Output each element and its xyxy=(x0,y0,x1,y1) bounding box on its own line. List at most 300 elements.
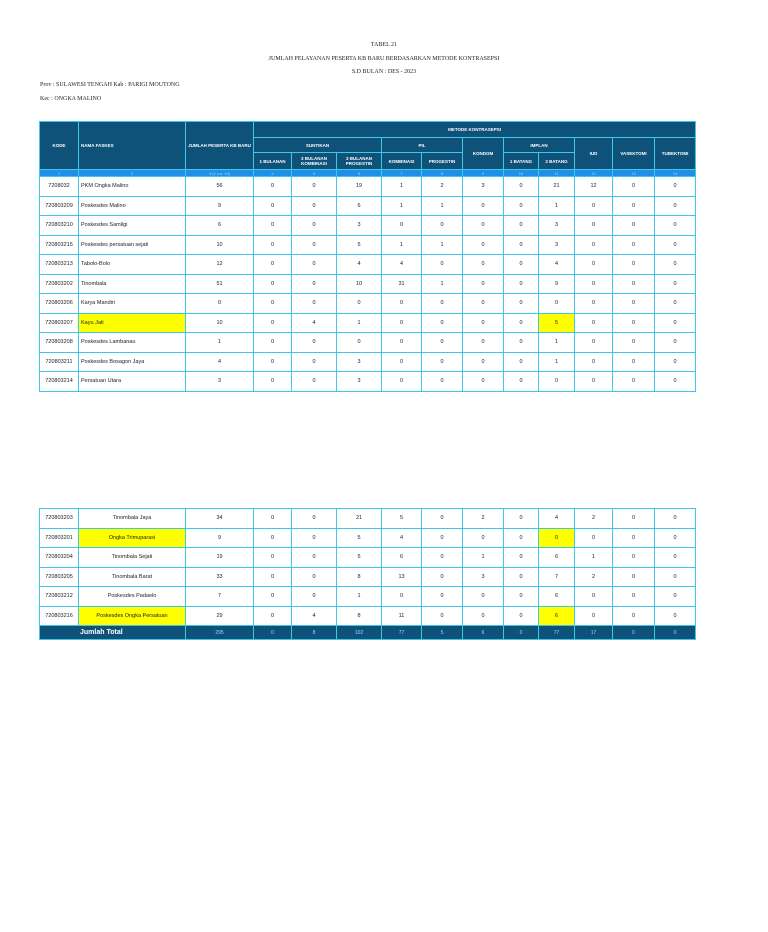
value-cell: 0 xyxy=(504,509,539,529)
value-cell: 0 xyxy=(613,177,655,197)
value-cell: 7 xyxy=(539,567,575,587)
value-cell: 0 xyxy=(292,255,337,275)
value-cell: 0 xyxy=(292,294,337,314)
value-cell: 11 xyxy=(382,606,422,626)
value-cell: 2 xyxy=(463,509,504,529)
value-cell: 0 xyxy=(575,294,613,314)
value-cell: 0 xyxy=(254,274,292,294)
value-cell: 0 xyxy=(613,587,655,607)
value-cell: 0 xyxy=(539,528,575,548)
value-cell: 0 xyxy=(504,587,539,607)
value-cell: 0 xyxy=(463,196,504,216)
faskes-name-cell: Poskesdes Ongka Persatuan xyxy=(79,606,186,626)
total-peserta-cell: 4 xyxy=(186,352,254,372)
kode-cell: 720803209 xyxy=(40,196,79,216)
value-cell: 0 xyxy=(504,196,539,216)
contraception-table-part2 xyxy=(39,508,696,640)
faskes-name-cell: Tinombala xyxy=(79,274,186,294)
value-cell: 8 xyxy=(337,567,382,587)
value-cell: 4 xyxy=(382,255,422,275)
value-cell: 0 xyxy=(655,606,696,626)
value-cell: 0 xyxy=(292,216,337,236)
value-cell: 0 xyxy=(504,352,539,372)
value-cell: 0 xyxy=(613,313,655,333)
value-cell: 0 xyxy=(254,255,292,275)
faskes-name-cell: Kayu Jati xyxy=(79,313,186,333)
total-value-cell: 295 xyxy=(186,626,254,640)
value-cell: 0 xyxy=(254,333,292,353)
value-cell: 0 xyxy=(504,606,539,626)
table-row xyxy=(40,548,696,568)
value-cell: 3 xyxy=(463,567,504,587)
value-cell: 1 xyxy=(337,587,382,607)
value-cell: 0 xyxy=(539,294,575,314)
value-cell: 6 xyxy=(539,606,575,626)
value-cell: 4 xyxy=(539,255,575,275)
value-cell: 0 xyxy=(613,333,655,353)
faskes-name-cell: Tinombala Barat xyxy=(79,567,186,587)
header-vasektomi: VASEKTOMI xyxy=(613,138,655,170)
value-cell: 0 xyxy=(655,333,696,353)
header-metode: METODE KONTRASEPSI xyxy=(254,122,696,138)
value-cell: 0 xyxy=(254,235,292,255)
value-cell: 0 xyxy=(655,352,696,372)
value-cell: 0 xyxy=(422,606,463,626)
value-cell: 0 xyxy=(422,372,463,392)
value-cell: 1 xyxy=(539,352,575,372)
value-cell: 0 xyxy=(613,255,655,275)
faskes-name-cell: Ongka Trimuparasi xyxy=(79,528,186,548)
header-pil-progestin: PROGESTIN xyxy=(422,153,463,170)
table-row xyxy=(40,313,696,333)
kode-cell: 720803201 xyxy=(40,528,79,548)
table-row xyxy=(40,294,696,314)
total-peserta-cell: 10 xyxy=(186,313,254,333)
value-cell: 0 xyxy=(504,528,539,548)
value-cell: 0 xyxy=(504,216,539,236)
value-cell: 4 xyxy=(292,606,337,626)
total-peserta-cell: 29 xyxy=(186,606,254,626)
value-cell: 0 xyxy=(613,372,655,392)
value-cell: 0 xyxy=(613,548,655,568)
value-cell: 5 xyxy=(337,235,382,255)
value-cell: 0 xyxy=(422,509,463,529)
header-pil-kombinasi: KOMBINASI xyxy=(382,153,422,170)
value-cell: 0 xyxy=(422,255,463,275)
value-cell: 0 xyxy=(463,528,504,548)
total-peserta-cell: 0 xyxy=(186,294,254,314)
value-cell: 0 xyxy=(254,352,292,372)
table-row xyxy=(40,509,696,529)
total-value-cell: 6 xyxy=(463,626,504,640)
column-number: 4 xyxy=(254,170,292,177)
value-cell: 0 xyxy=(613,509,655,529)
total-peserta-cell: 34 xyxy=(186,509,254,529)
value-cell: 0 xyxy=(504,255,539,275)
value-cell: 1 xyxy=(422,196,463,216)
value-cell: 0 xyxy=(254,548,292,568)
column-number: 8 xyxy=(422,170,463,177)
value-cell: 0 xyxy=(463,255,504,275)
kode-cell: 720803216 xyxy=(40,606,79,626)
value-cell: 10 xyxy=(337,274,382,294)
value-cell: 0 xyxy=(422,528,463,548)
table-row xyxy=(40,274,696,294)
value-cell: 1 xyxy=(382,235,422,255)
value-cell: 0 xyxy=(382,294,422,314)
kode-cell: 720803206 xyxy=(40,294,79,314)
value-cell: 0 xyxy=(575,255,613,275)
total-peserta-cell: 19 xyxy=(186,548,254,568)
value-cell: 0 xyxy=(463,352,504,372)
value-cell: 0 xyxy=(422,352,463,372)
value-cell: 0 xyxy=(655,548,696,568)
value-cell: 0 xyxy=(504,567,539,587)
value-cell: 2 xyxy=(575,567,613,587)
value-cell: 0 xyxy=(575,352,613,372)
total-value-cell: 77 xyxy=(382,626,422,640)
value-cell: 31 xyxy=(382,274,422,294)
value-cell: 0 xyxy=(422,333,463,353)
column-number: 3 (4 s.d. 14) xyxy=(186,170,254,177)
value-cell: 0 xyxy=(575,196,613,216)
total-value-cell: 77 xyxy=(539,626,575,640)
value-cell: 3 xyxy=(463,177,504,197)
column-number: 6 xyxy=(337,170,382,177)
header-kode: KODE xyxy=(40,122,79,170)
kode-cell: 720803210 xyxy=(40,216,79,236)
faskes-name-cell: Tinombala Sejati xyxy=(79,548,186,568)
value-cell: 0 xyxy=(463,333,504,353)
header-suntikan: SUNTIKAN xyxy=(254,138,382,153)
total-peserta-cell: 7 xyxy=(186,587,254,607)
table-row xyxy=(40,333,696,353)
value-cell: 0 xyxy=(422,567,463,587)
value-cell: 0 xyxy=(575,216,613,236)
value-cell: 1 xyxy=(382,196,422,216)
page-title: JUMLAH PELAYANAN PESERTA KB BARU BERDASARKAN METODE KONTRASEPSI xyxy=(268,56,500,62)
value-cell: 0 xyxy=(254,196,292,216)
value-cell: 0 xyxy=(337,333,382,353)
value-cell: 0 xyxy=(613,274,655,294)
value-cell: 0 xyxy=(292,177,337,197)
table-row xyxy=(40,528,696,548)
total-peserta-cell: 9 xyxy=(186,528,254,548)
value-cell: 0 xyxy=(504,294,539,314)
value-cell: 3 xyxy=(337,216,382,236)
value-cell: 0 xyxy=(254,216,292,236)
value-cell: 0 xyxy=(292,235,337,255)
value-cell: 0 xyxy=(655,177,696,197)
kode-cell: 720803203 xyxy=(40,509,79,529)
value-cell: 0 xyxy=(504,177,539,197)
value-cell: 0 xyxy=(613,196,655,216)
value-cell: 0 xyxy=(613,352,655,372)
value-cell: 0 xyxy=(292,333,337,353)
value-cell: 0 xyxy=(422,548,463,568)
value-cell: 8 xyxy=(337,606,382,626)
value-cell: 0 xyxy=(655,528,696,548)
faskes-name-cell: Tinombala Jaya xyxy=(79,509,186,529)
column-number: 13 xyxy=(613,170,655,177)
value-cell: 0 xyxy=(254,528,292,548)
kode-cell: 7208032 xyxy=(40,177,79,197)
faskes-name-cell: Poskesdes Malino xyxy=(79,196,186,216)
value-cell: 0 xyxy=(292,567,337,587)
kode-cell: 720803212 xyxy=(40,587,79,607)
value-cell: 0 xyxy=(463,294,504,314)
value-cell: 0 xyxy=(613,606,655,626)
value-cell: 21 xyxy=(337,509,382,529)
total-value-cell: 102 xyxy=(337,626,382,640)
value-cell: 0 xyxy=(575,528,613,548)
value-cell: 0 xyxy=(382,333,422,353)
value-cell: 0 xyxy=(292,587,337,607)
table-row xyxy=(40,196,696,216)
value-cell: 0 xyxy=(254,606,292,626)
value-cell: 0 xyxy=(422,313,463,333)
kode-cell: 720803204 xyxy=(40,548,79,568)
total-value-cell: 0 xyxy=(655,626,696,640)
header-kondom: KONDOM xyxy=(463,138,504,170)
value-cell: 5 xyxy=(337,528,382,548)
value-cell: 0 xyxy=(254,372,292,392)
table-row xyxy=(40,372,696,392)
value-cell: 0 xyxy=(254,567,292,587)
column-number: 2 xyxy=(79,170,186,177)
table-row xyxy=(40,587,696,607)
value-cell: 0 xyxy=(422,587,463,607)
value-cell: 0 xyxy=(292,352,337,372)
total-value-cell: 8 xyxy=(292,626,337,640)
header-suntikan-1-bulanan: 1 BULANAN xyxy=(254,153,292,170)
value-cell: 1 xyxy=(382,177,422,197)
value-cell: 0 xyxy=(382,587,422,607)
value-cell: 0 xyxy=(382,313,422,333)
period-label: S.D BULAN : DES - 2023 xyxy=(351,69,417,75)
value-cell: 0 xyxy=(655,313,696,333)
value-cell: 0 xyxy=(292,528,337,548)
value-cell: 0 xyxy=(254,509,292,529)
value-cell: 1 xyxy=(463,548,504,568)
value-cell: 1 xyxy=(422,235,463,255)
total-peserta-cell: 51 xyxy=(186,274,254,294)
value-cell: 0 xyxy=(504,548,539,568)
value-cell: 4 xyxy=(337,255,382,275)
value-cell: 12 xyxy=(575,177,613,197)
value-cell: 6 xyxy=(539,548,575,568)
value-cell: 0 xyxy=(655,372,696,392)
total-value-cell: 5 xyxy=(422,626,463,640)
table-row xyxy=(40,177,696,197)
value-cell: 0 xyxy=(655,274,696,294)
value-cell: 2 xyxy=(422,177,463,197)
value-cell: 0 xyxy=(504,333,539,353)
value-cell: 0 xyxy=(613,294,655,314)
value-cell: 1 xyxy=(539,196,575,216)
total-value-cell: 0 xyxy=(504,626,539,640)
value-cell: 0 xyxy=(382,372,422,392)
value-cell: 0 xyxy=(655,216,696,236)
value-cell: 1 xyxy=(575,548,613,568)
total-peserta-cell: 6 xyxy=(186,216,254,236)
value-cell: 0 xyxy=(539,372,575,392)
value-cell: 0 xyxy=(613,235,655,255)
table-row xyxy=(40,216,696,236)
faskes-name-cell: PKM Ongka Malino xyxy=(79,177,186,197)
value-cell: 0 xyxy=(575,606,613,626)
value-cell: 0 xyxy=(504,274,539,294)
total-value-cell: 0 xyxy=(613,626,655,640)
value-cell: 1 xyxy=(422,274,463,294)
value-cell: 0 xyxy=(463,216,504,236)
value-cell: 6 xyxy=(382,548,422,568)
column-number: 12 xyxy=(575,170,613,177)
value-cell: 0 xyxy=(463,274,504,294)
value-cell: 0 xyxy=(463,313,504,333)
table-row xyxy=(40,567,696,587)
faskes-name-cell: Poskesdes Bosagon Jaya xyxy=(79,352,186,372)
district-label: Kec : ONGKA MALINO xyxy=(40,96,102,102)
value-cell: 0 xyxy=(382,216,422,236)
faskes-name-cell: Poskesdes Samligi xyxy=(79,216,186,236)
value-cell: 0 xyxy=(575,333,613,353)
value-cell: 0 xyxy=(504,235,539,255)
table-row xyxy=(40,606,696,626)
value-cell: 0 xyxy=(613,528,655,548)
value-cell: 0 xyxy=(655,235,696,255)
value-cell: 0 xyxy=(463,235,504,255)
total-peserta-cell: 33 xyxy=(186,567,254,587)
value-cell: 0 xyxy=(254,177,292,197)
value-cell: 0 xyxy=(575,235,613,255)
value-cell: 4 xyxy=(382,528,422,548)
kode-cell: 720803213 xyxy=(40,255,79,275)
value-cell: 3 xyxy=(539,235,575,255)
value-cell: 0 xyxy=(292,548,337,568)
kode-cell: 720803207 xyxy=(40,313,79,333)
faskes-name-cell: Poskesdes Lambanau xyxy=(79,333,186,353)
value-cell: 0 xyxy=(337,294,382,314)
value-cell: 4 xyxy=(539,509,575,529)
value-cell: 0 xyxy=(575,313,613,333)
column-number: 11 xyxy=(539,170,575,177)
value-cell: 0 xyxy=(504,313,539,333)
value-cell: 2 xyxy=(575,509,613,529)
value-cell: 0 xyxy=(575,587,613,607)
kode-cell: 720803202 xyxy=(40,274,79,294)
header-implan-1-batang: 1 BATANG xyxy=(504,153,539,170)
faskes-name-cell: Persatuan Utara xyxy=(79,372,186,392)
value-cell: 0 xyxy=(655,294,696,314)
kode-cell: 720803211 xyxy=(40,352,79,372)
value-cell: 0 xyxy=(655,255,696,275)
column-number: 10 xyxy=(504,170,539,177)
total-value-cell: 17 xyxy=(575,626,613,640)
value-cell: 5 xyxy=(337,548,382,568)
value-cell: 0 xyxy=(422,216,463,236)
value-cell: 0 xyxy=(382,352,422,372)
value-cell: 5 xyxy=(382,509,422,529)
value-cell: 0 xyxy=(463,587,504,607)
header-suntikan-3-bulanan-kombinasi: 3 BULANAN KOMBINASI xyxy=(292,153,337,170)
value-cell: 9 xyxy=(539,274,575,294)
total-peserta-cell: 12 xyxy=(186,255,254,275)
column-number: 5 xyxy=(292,170,337,177)
total-row xyxy=(40,626,696,640)
value-cell: 0 xyxy=(463,372,504,392)
total-peserta-cell: 1 xyxy=(186,333,254,353)
faskes-name-cell: Poskesdes Padaelo xyxy=(79,587,186,607)
value-cell: 6 xyxy=(337,196,382,216)
kode-cell: 720803205 xyxy=(40,567,79,587)
total-peserta-cell: 10 xyxy=(186,235,254,255)
column-number: 7 xyxy=(382,170,422,177)
faskes-name-cell: Poskesdes persatuan sejati xyxy=(79,235,186,255)
header-nama-faskes: NAMA FASKES xyxy=(79,122,186,170)
column-number: 1 xyxy=(40,170,79,177)
value-cell: 0 xyxy=(292,196,337,216)
value-cell: 0 xyxy=(575,372,613,392)
value-cell: 0 xyxy=(655,587,696,607)
header-tubektomi: TUBEKTOMI xyxy=(655,138,696,170)
column-number: 9 xyxy=(463,170,504,177)
total-peserta-cell: 9 xyxy=(186,196,254,216)
value-cell: 13 xyxy=(382,567,422,587)
total-label: Jumlah Total xyxy=(40,626,186,640)
value-cell: 5 xyxy=(539,313,575,333)
value-cell: 0 xyxy=(655,509,696,529)
table-row xyxy=(40,255,696,275)
table-row xyxy=(40,352,696,372)
header-iud: IUD xyxy=(575,138,613,170)
value-cell: 21 xyxy=(539,177,575,197)
value-cell: 0 xyxy=(422,294,463,314)
faskes-name-cell: Karya Mandiri xyxy=(79,294,186,314)
value-cell: 0 xyxy=(292,509,337,529)
value-cell: 0 xyxy=(655,567,696,587)
kode-cell: 720803208 xyxy=(40,333,79,353)
value-cell: 0 xyxy=(254,313,292,333)
table-row xyxy=(40,235,696,255)
value-cell: 0 xyxy=(504,372,539,392)
header-suntikan-3-bulanan-progestin: 3 BULANAN PROGESTIN xyxy=(337,153,382,170)
value-cell: 0 xyxy=(463,606,504,626)
value-cell: 0 xyxy=(613,567,655,587)
value-cell: 0 xyxy=(655,196,696,216)
province-label: Prov : SULAWESI TENGAH Kab : PARIGI MOUTONG xyxy=(40,82,180,88)
contraception-table-part1 xyxy=(39,121,696,392)
header-jumlah: JUMLAH PESERTA KB BARU xyxy=(186,122,254,170)
value-cell: 3 xyxy=(337,352,382,372)
value-cell: 0 xyxy=(575,274,613,294)
value-cell: 3 xyxy=(337,372,382,392)
header-implan: IMPLAN xyxy=(504,138,575,153)
value-cell: 0 xyxy=(292,274,337,294)
header-pil: PIL xyxy=(382,138,463,153)
value-cell: 6 xyxy=(539,587,575,607)
kode-cell: 720803215 xyxy=(40,235,79,255)
value-cell: 0 xyxy=(254,587,292,607)
value-cell: 4 xyxy=(292,313,337,333)
value-cell: 0 xyxy=(613,216,655,236)
value-cell: 1 xyxy=(337,313,382,333)
header-implan-2-batang: 2 BATANG xyxy=(539,153,575,170)
column-number-row xyxy=(40,170,696,177)
total-peserta-cell: 56 xyxy=(186,177,254,197)
total-peserta-cell: 3 xyxy=(186,372,254,392)
value-cell: 3 xyxy=(539,216,575,236)
